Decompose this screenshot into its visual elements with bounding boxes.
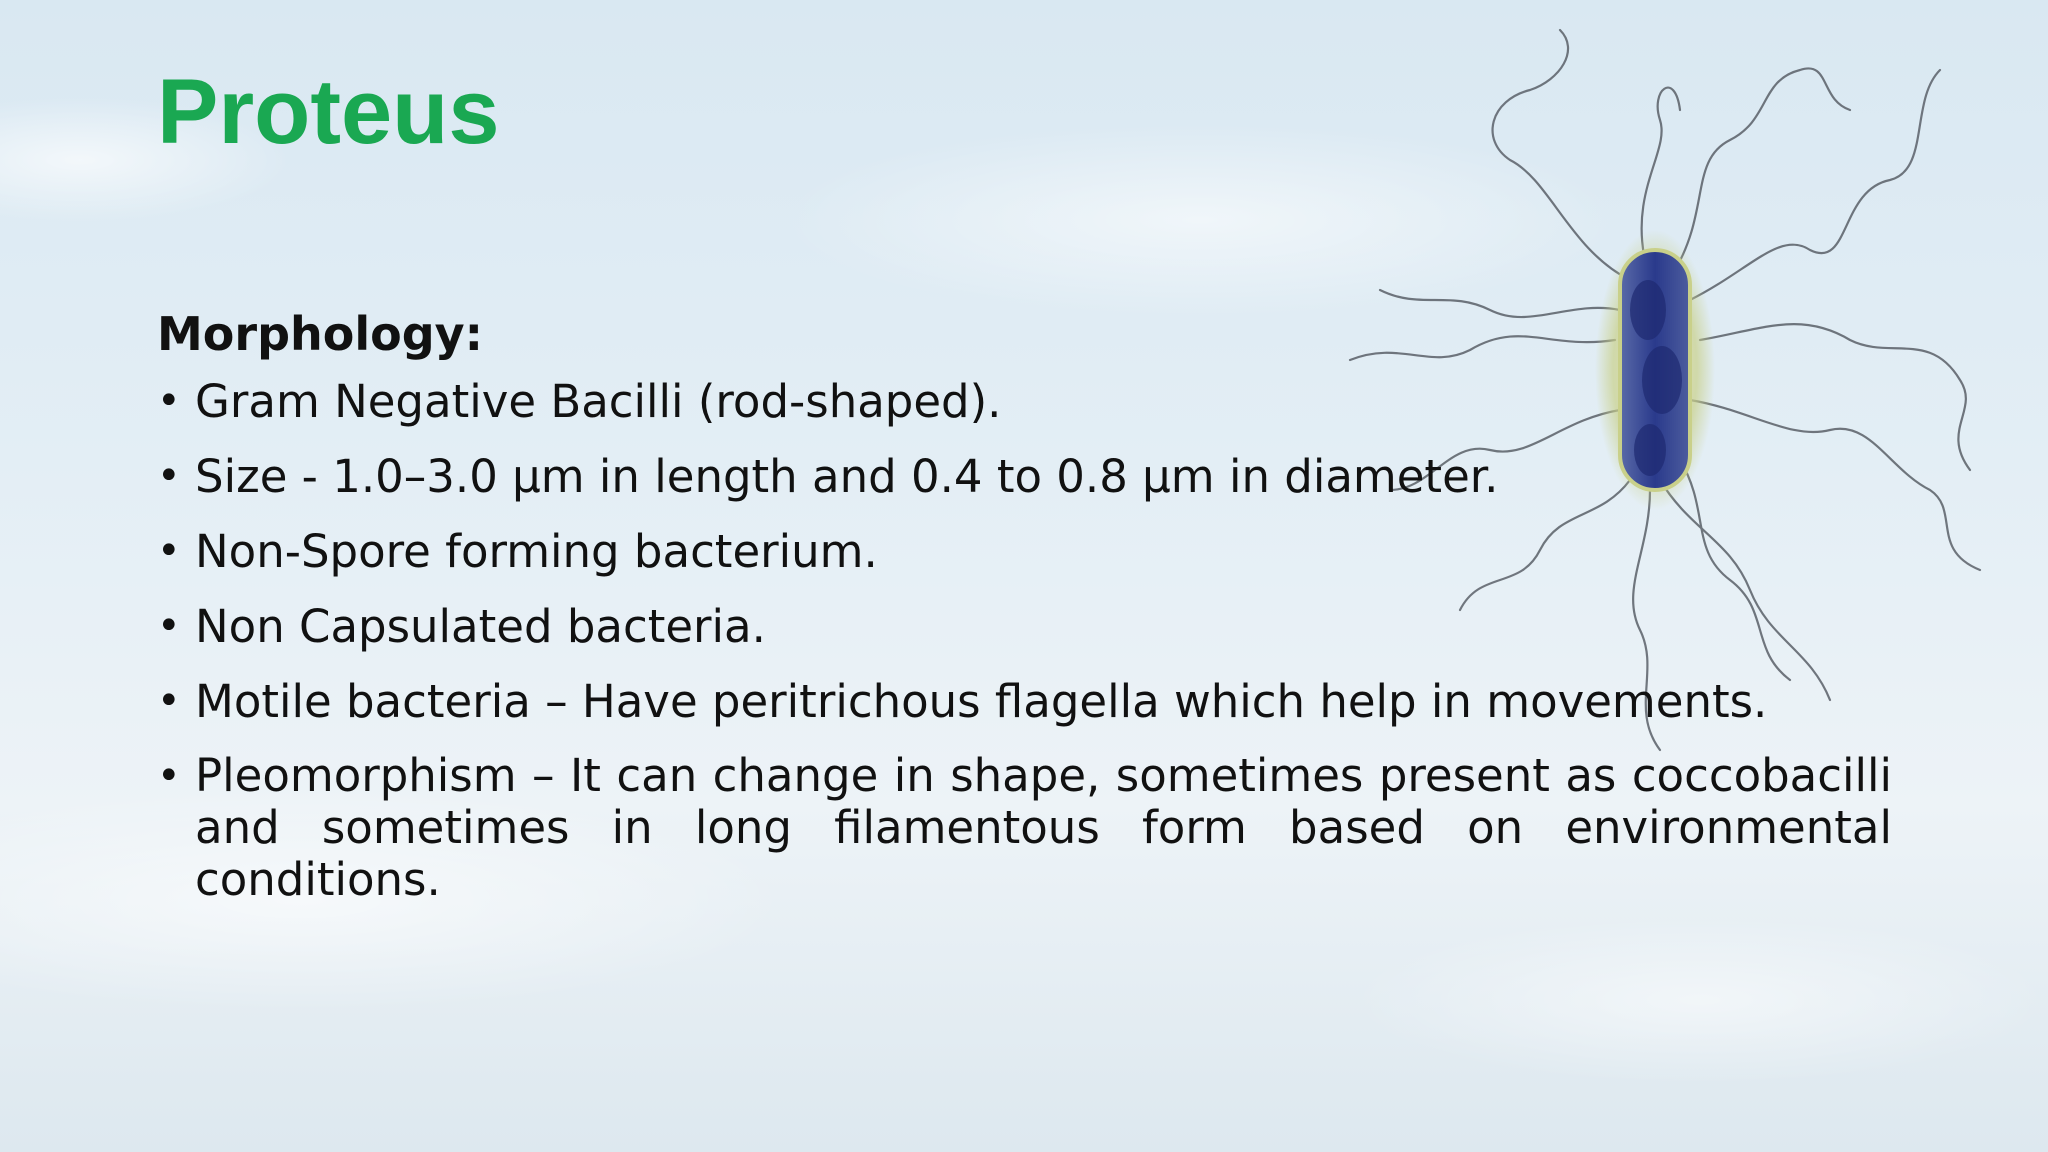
- slide-content: [157, 303, 1892, 928]
- list-item-text: Size - 1.0–3.0 µm in length and 0.4 to 0.8 µm in diameter.: [195, 450, 1499, 503]
- list-item-text: Non-Spore forming bacterium.: [195, 525, 878, 578]
- list-item-text: Non Capsulated bacteria.: [195, 600, 766, 653]
- bullet-icon: •: [157, 753, 181, 799]
- bullet-icon: •: [157, 453, 181, 499]
- bullet-icon: •: [157, 678, 181, 724]
- list-item: [157, 525, 1892, 578]
- morphology-list: [157, 375, 1892, 906]
- list-item: [157, 675, 1892, 728]
- list-item: [157, 375, 1892, 428]
- list-item-text: Motile bacteria – Have peritrichous flagella which help in movements.: [195, 675, 1768, 728]
- morphology-heading: Morphology:: [157, 307, 484, 361]
- list-item: [157, 750, 1892, 906]
- bullet-icon: •: [157, 378, 181, 424]
- list-item-text: Pleomorphism – It can change in shape, sometimes present as coccobacilli and sometimes in long filamentous form based on environmental conditions.: [195, 749, 1892, 906]
- slide-title: Proteus: [157, 61, 500, 163]
- bullet-icon: •: [157, 603, 181, 649]
- list-item: [157, 600, 1892, 653]
- list-item: [157, 450, 1892, 503]
- bullet-icon: •: [157, 528, 181, 574]
- list-item-text: Gram Negative Bacilli (rod-shaped).: [195, 375, 1002, 428]
